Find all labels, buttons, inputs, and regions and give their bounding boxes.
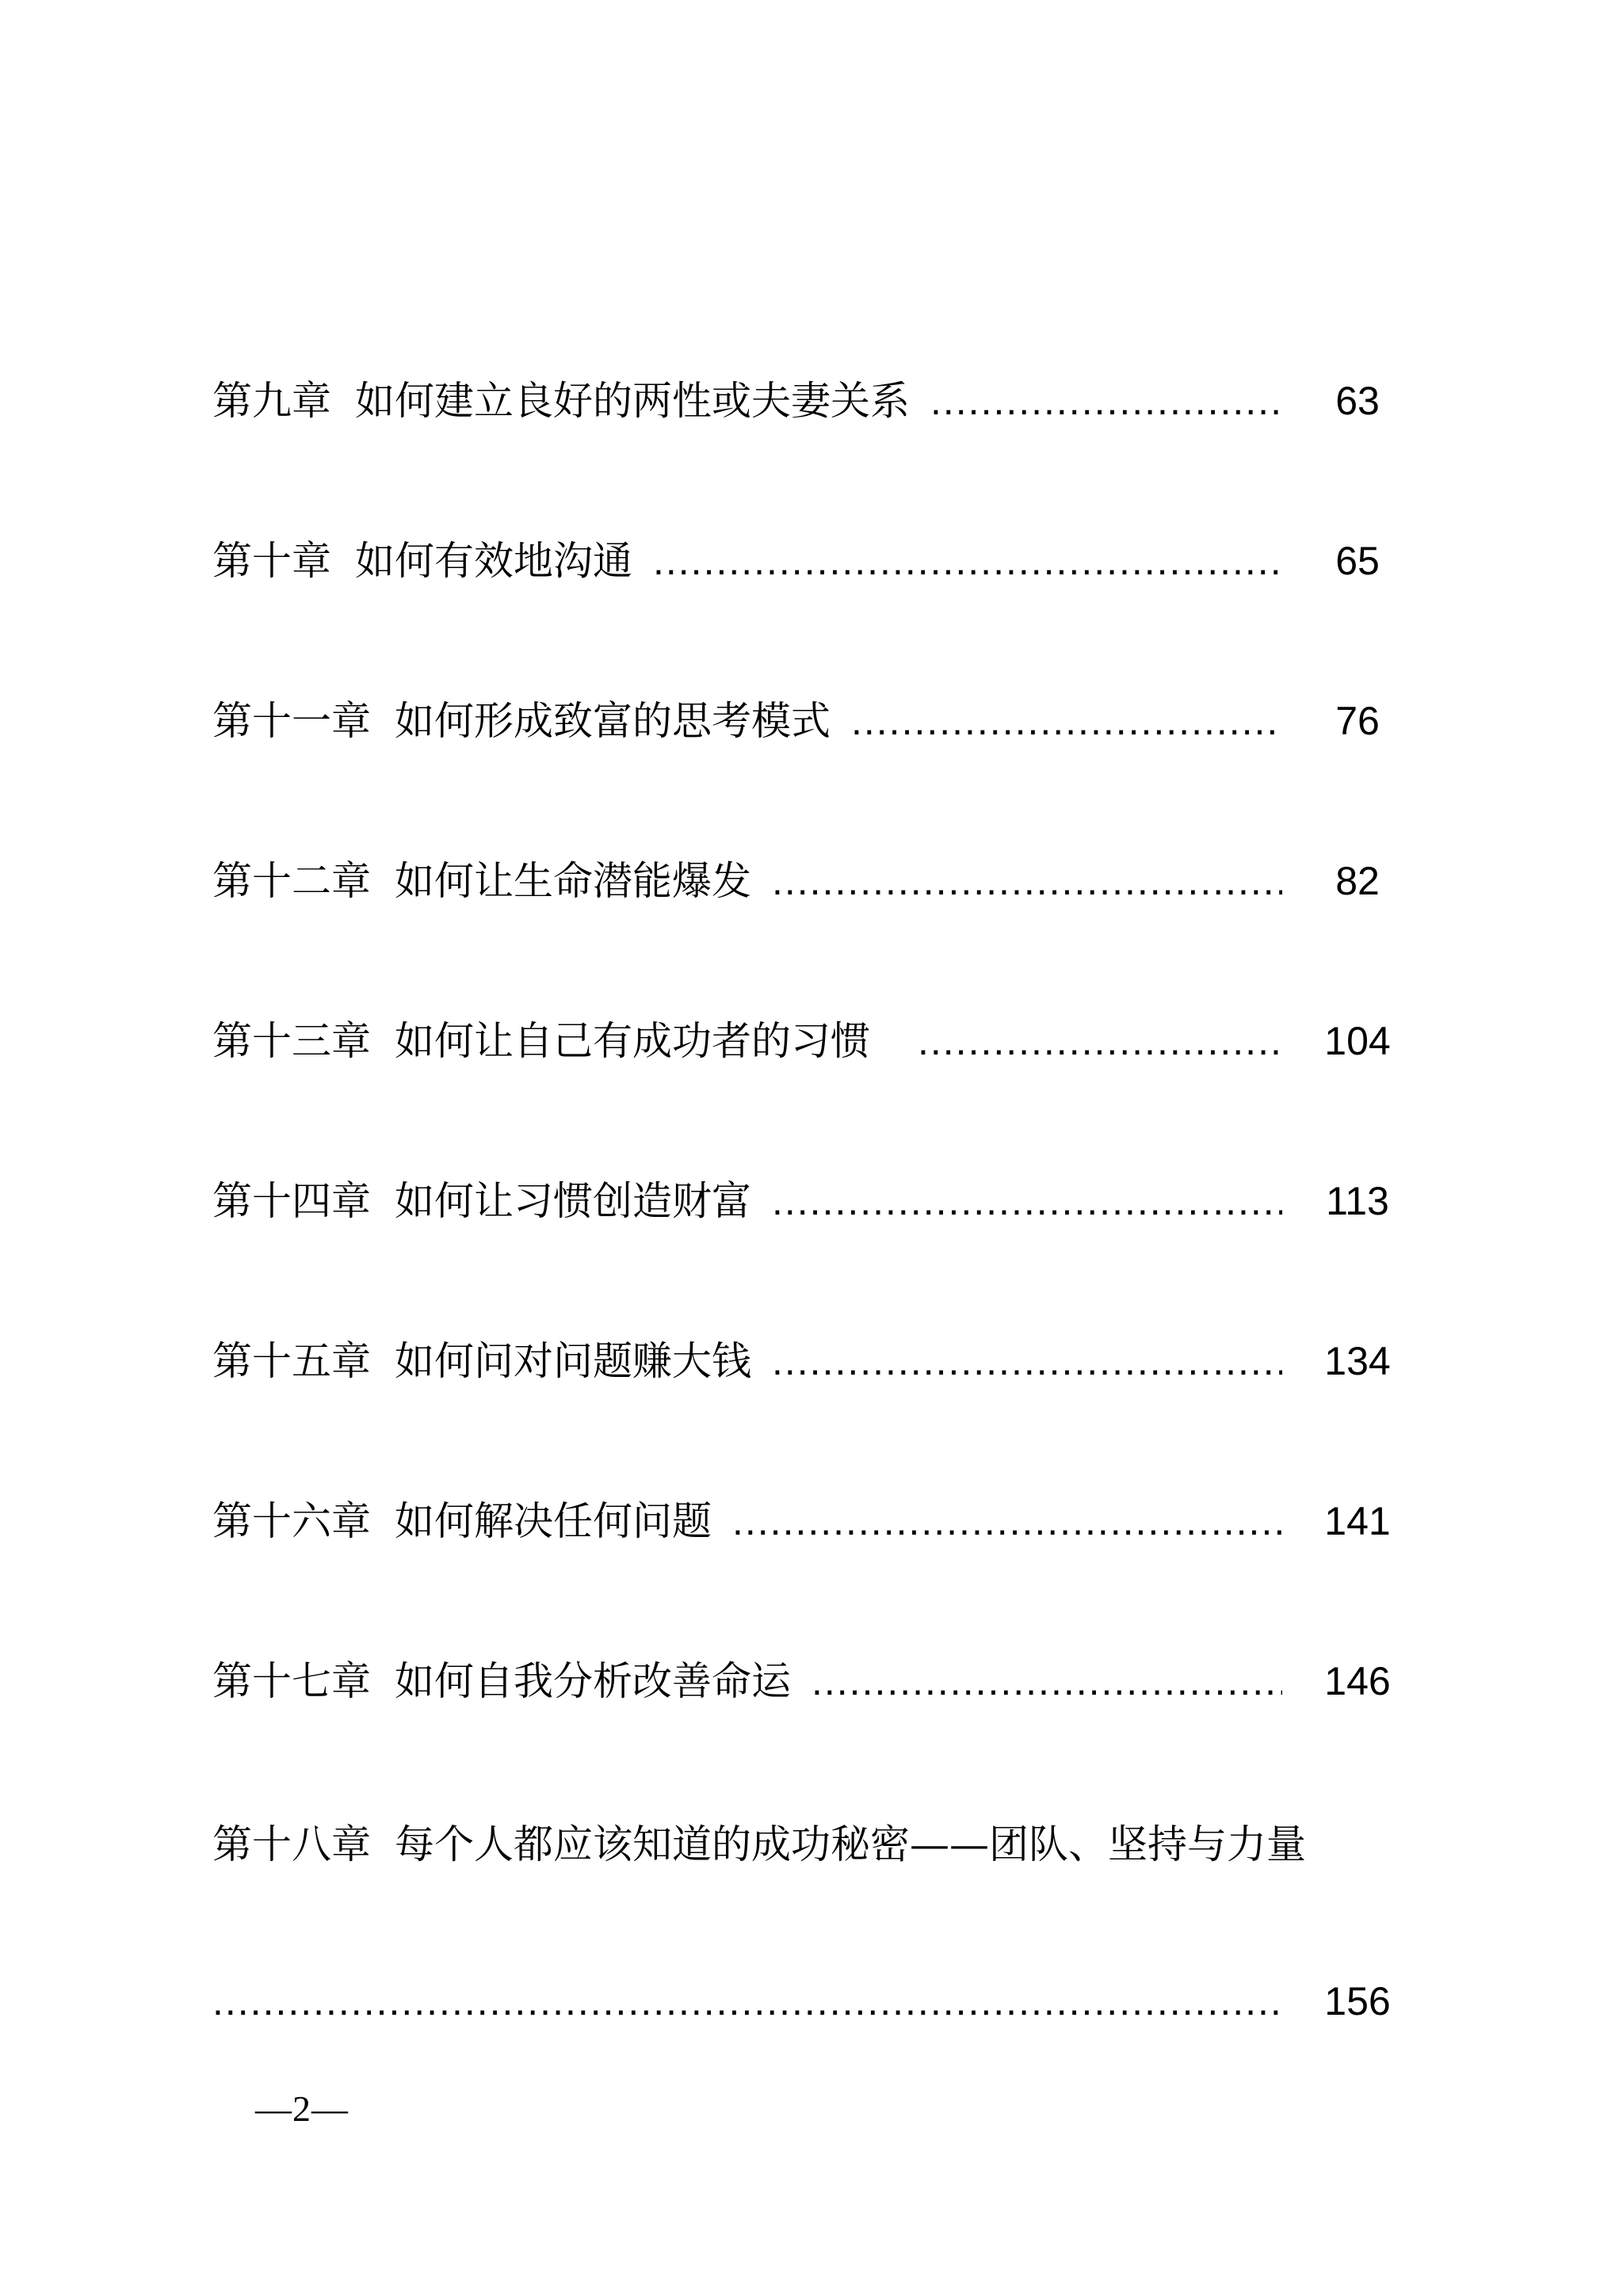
toc-entry: [212, 1761, 1433, 1921]
toc-entry-continuation: [212, 1921, 1433, 2081]
chapter-title: 如何建立良好的两性或夫妻关系: [355, 378, 910, 424]
toc-entry: [212, 1121, 1433, 1281]
chapter-number: 第十七章: [212, 1658, 371, 1704]
chapter-number: 第十二章: [212, 858, 371, 904]
chapter-title: 如何让自己有成功者的习惯: [395, 1018, 870, 1064]
chapter-title: 如何自我分析改善命运: [395, 1658, 791, 1704]
chapter-number: 第十八章: [212, 1821, 371, 1867]
dot-leader: [212, 1970, 1282, 2033]
dot-leader: [918, 1009, 1282, 1073]
page-number: 82: [1335, 859, 1380, 903]
table-of-contents: [212, 321, 1433, 2081]
chapter-title: 如何让生命潜能爆发: [395, 858, 751, 904]
chapter-number: 第九章: [212, 378, 331, 424]
chapter-title: 每个人都应该知道的成功秘密——团队、坚持与力量: [395, 1821, 1306, 1867]
page-number: 76: [1335, 699, 1380, 743]
dot-leader: [812, 1650, 1282, 1713]
chapter-title: 如何解决任何问题: [395, 1498, 712, 1544]
chapter-title: 如何形成致富的思考模式: [395, 698, 831, 744]
page-number: 156: [1324, 1979, 1391, 2023]
chapter-title: 如何问对问题赚大钱: [395, 1338, 751, 1384]
toc-entry: [212, 961, 1433, 1121]
page-number: 113: [1326, 1179, 1389, 1223]
chapter-title: 如何让习惯创造财富: [395, 1178, 751, 1224]
dot-leader: [732, 1489, 1282, 1553]
dot-leader: [851, 689, 1282, 753]
toc-entry: [212, 801, 1433, 961]
chapter-number: 第十四章: [212, 1178, 371, 1224]
dot-leader: [772, 1329, 1282, 1393]
page-footer-number: —2—: [255, 2088, 349, 2129]
chapter-number: 第十五章: [212, 1338, 371, 1384]
dot-leader: [930, 369, 1282, 433]
chapter-number: 第十一章: [212, 698, 371, 744]
dot-leader: [772, 1169, 1282, 1233]
toc-entry: [212, 1601, 1433, 1761]
page-number: 134: [1324, 1339, 1391, 1383]
dot-leader: [772, 849, 1282, 913]
chapter-number: 第十章: [212, 538, 331, 584]
page-number: 141: [1324, 1499, 1391, 1543]
chapter-title: 如何有效地沟通: [355, 538, 632, 584]
page-number: 65: [1335, 539, 1380, 583]
page-number: 104: [1324, 1019, 1391, 1063]
toc-entry: [212, 641, 1433, 801]
dot-leader: [653, 529, 1282, 593]
chapter-number: 第十六章: [212, 1498, 371, 1544]
page-number: 63: [1335, 379, 1380, 423]
page-number: 146: [1324, 1659, 1391, 1703]
chapter-number: 第十三章: [212, 1018, 371, 1064]
toc-entry: [212, 1441, 1433, 1601]
toc-entry: [212, 321, 1433, 481]
toc-entry: [212, 1281, 1433, 1441]
toc-entry: [212, 481, 1433, 641]
